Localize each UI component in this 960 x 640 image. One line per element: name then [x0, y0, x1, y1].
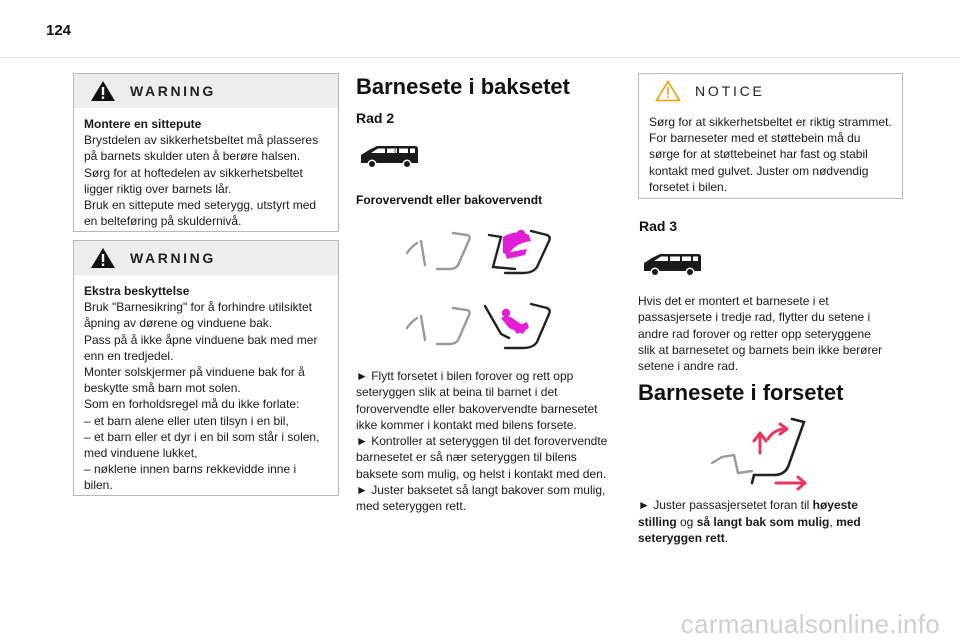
instruction-line: ► Flytt forsetet i bilen forover og rett opp [356, 369, 574, 383]
warning-line: Bruk en sittepute med seterygg, utstyrt med [84, 198, 317, 213]
notice-box [638, 73, 903, 199]
warning-line: ligger riktig over barnets lår. [84, 181, 232, 196]
notice-header [639, 74, 902, 108]
instruction-line: ► Kontroller at seteryggen til det forovervendte [356, 434, 608, 449]
instruction-line: med seteryggen rett. [356, 499, 467, 514]
warning-line: Monter solskjermer på vinduene bak for å [84, 365, 305, 380]
notice-line: Sørg for at sikkerhetsbeltet er riktig strammet. [649, 115, 892, 129]
warning-line: Brystdelen av sikkerhetsbeltet må plasseres [84, 133, 319, 148]
row3-line: slik at barnesetet og barnets bein ikke berører [638, 342, 883, 357]
warning-line: enn en tredjedel. [84, 348, 174, 363]
notice-line: forsetet i bilen. [649, 179, 728, 194]
instruction-line: ► Juster baksetet så langt bakover som mulig, [356, 483, 606, 498]
header-divider [0, 57, 960, 58]
warning-line: – et barn eller et dyr i en bil som står i solen, [84, 429, 320, 444]
notice-title: NOTICE [695, 83, 765, 99]
notice-line: sørge for at støttebeinet har fast og stabil [649, 147, 868, 162]
warning-line: Bruk "Barnesikring" for å forhindre utilsiktet [84, 300, 312, 315]
row3-line: andre rad forover og retter opp seteryggene [638, 326, 871, 341]
page-number: 124 [46, 22, 72, 39]
warning-heading: Montere en sittepute [84, 117, 202, 131]
child-seat-forward-facing-illustration [397, 225, 557, 280]
orientation-subtitle: Forovervendt eller bakovervendt [356, 193, 543, 207]
row3-line: passasjersete i tredje rad, flytter du setene i [638, 310, 871, 325]
warning-box-extra-protection [73, 240, 339, 496]
notice-triangle-icon [655, 80, 681, 102]
warning-line: bilen. [84, 478, 113, 493]
watermark: carmanualsonline.info [680, 609, 940, 639]
front-text-part: og [676, 514, 697, 529]
front-seat-instructions [638, 497, 903, 547]
front-text-part: , [829, 514, 837, 529]
warning-title: WARNING [130, 83, 216, 99]
front-seat-adjust-illustration [708, 413, 818, 493]
row3-instructions [638, 293, 903, 374]
instruction-line: ikke kommer i kontakt med bilens forsete. [356, 417, 577, 432]
svg-text:8: 8 [394, 148, 397, 154]
warning-line: Sørg for at hoftedelen av sikkerhetsbeltet [84, 165, 303, 180]
notice-line: kontakt med gulvet. Juster om nødvendig [649, 163, 869, 178]
warning-box-seat-cushion [73, 73, 339, 232]
warning-header [74, 241, 338, 275]
warning-triangle-icon [90, 80, 116, 102]
warning-line: beskytte små barn mot solen. [84, 381, 241, 396]
page-header [0, 0, 960, 58]
front-text-bold: seteryggen rett [638, 531, 725, 545]
instruction-line: baksete som mulig, og helst i kontakt med den. [356, 466, 607, 481]
front-text-bold: høyeste [812, 498, 858, 512]
warning-line: – et barn alene eller uten tilsyn i en bil, [84, 413, 289, 428]
section-title-front-seat: Barnesete i forsetet [638, 380, 844, 405]
child-seat-rear-facing-illustration [397, 298, 557, 356]
warning-triangle-icon [90, 247, 116, 269]
front-text-part: . [724, 531, 729, 545]
row3-line: setene i andre rad. [638, 359, 739, 374]
warning-heading: Ekstra beskyttelse [84, 284, 190, 298]
warning-line: en belteføring på skuldernivå. [84, 214, 242, 229]
notice-body [639, 108, 902, 195]
warning-line: Som en forholdsregel må du ikke forlate: [84, 397, 300, 412]
van-row3-icon [640, 249, 704, 279]
warning-body [74, 108, 338, 229]
instruction-line: seteryggen slik at beina til barnet i det [356, 385, 558, 400]
van-row2-icon [357, 141, 421, 171]
front-text-bold: så langt bak som mulig [696, 514, 830, 529]
front-text-bold: med [836, 514, 861, 529]
warning-title: WARNING [130, 250, 216, 266]
row3-line: Hvis det er montert et barnesete i et [638, 294, 829, 308]
row-2-label: Rad 2 [356, 110, 395, 126]
row-3-label: Rad 3 [639, 218, 678, 234]
warning-line: – nøklene innen barns rekkevidde inne i [84, 462, 297, 477]
rear-seat-instructions [356, 368, 621, 515]
section-title-rear-seat: Barnesete i baksetet [356, 74, 570, 99]
front-text-bold: stilling [638, 514, 677, 529]
notice-line: For barneseter med et støttebein må du [649, 131, 861, 146]
warning-header [74, 74, 338, 108]
warning-body [74, 275, 338, 494]
instruction-line: barnesetet er så nær seteryggen til bilens [356, 450, 577, 465]
warning-line: med vinduene lukket, [84, 446, 198, 461]
warning-line: åpning av dørene og vinduene bak. [84, 316, 273, 331]
warning-line: på barnets skulder uten å berøre halsen. [84, 149, 301, 164]
front-text-part: ► Juster passasjersetet foran til [638, 498, 813, 512]
warning-line: Pass på å ikke åpne vinduene bak med mer [84, 332, 318, 347]
instruction-line: forovervendte eller bakovervendte barnesetet [356, 401, 598, 416]
